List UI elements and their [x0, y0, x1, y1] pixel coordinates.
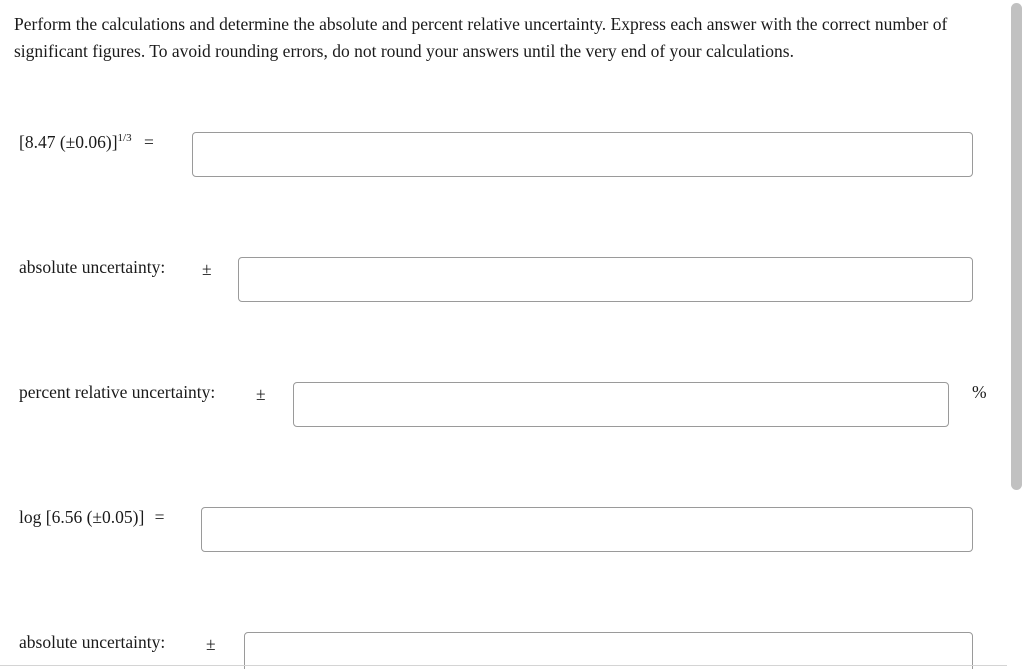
instructions-text: Perform the calculations and determine the absolute and percent relative uncertainty. Express each answer with the correct number of significant figures. To avoid rounding errors, do not round your answers until the very end of your calculations. — [14, 14, 948, 61]
vertical-scrollbar[interactable] — [1007, 0, 1024, 669]
cube-root-answer-input[interactable] — [192, 132, 973, 177]
page-bottom-divider — [0, 665, 1009, 666]
expression-log-text: log [6.56 (±0.05)] — [19, 507, 145, 527]
absolute-uncertainty-input-2[interactable] — [244, 632, 973, 669]
expression-cube-root — [19, 131, 154, 153]
plus-minus-symbol: ± — [256, 384, 266, 404]
plus-minus-symbol: ± — [206, 634, 216, 654]
absolute-uncertainty-label-2: absolute uncertainty: — [19, 632, 166, 652]
absolute-uncertainty-input-1[interactable] — [238, 257, 973, 302]
percent-relative-uncertainty-label: percent relative uncertainty: — [19, 382, 216, 402]
expression-log — [19, 506, 165, 528]
plus-minus-symbol: ± — [202, 259, 212, 279]
absolute-uncertainty-label-1: absolute uncertainty: — [19, 257, 166, 277]
percent-relative-uncertainty-input[interactable] — [293, 382, 949, 427]
percent-unit: % — [972, 382, 987, 402]
equals-sign: = — [143, 132, 154, 152]
expression-cube-root-exponent: 1/3 — [117, 132, 132, 144]
log-answer-input[interactable] — [201, 507, 973, 552]
scrollbar-thumb[interactable] — [1011, 3, 1022, 490]
equals-sign: = — [154, 507, 165, 527]
expression-cube-root-base: [8.47 (±0.06)] — [19, 132, 118, 152]
